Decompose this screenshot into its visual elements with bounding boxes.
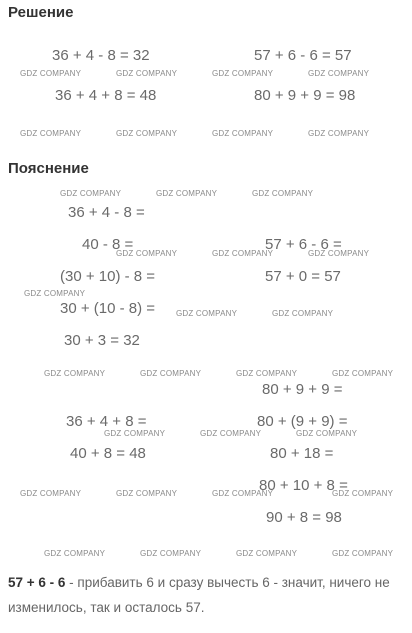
- watermark: GDZ COMPANY: [140, 369, 202, 378]
- watermark: GDZ COMPANY: [212, 129, 274, 138]
- watermark: GDZ COMPANY: [296, 429, 358, 438]
- solution-equation: 57 + 6 - 6 = 57: [254, 47, 352, 64]
- watermark: GDZ COMPANY: [332, 489, 394, 498]
- watermark: GDZ COMPANY: [140, 549, 202, 558]
- explanation-step: 57 + 6 - 6 =: [265, 236, 342, 253]
- explanation-step: (30 + 10) - 8 =: [60, 268, 156, 285]
- explanation-heading: Пояснение: [8, 160, 89, 177]
- watermark: GDZ COMPANY: [156, 189, 218, 198]
- watermark: GDZ COMPANY: [252, 189, 314, 198]
- explanation-step: 90 + 8 = 98: [266, 509, 342, 526]
- watermark: GDZ COMPANY: [272, 309, 334, 318]
- solution-equation: 36 + 4 + 8 = 48: [55, 87, 157, 104]
- explanation-note: [8, 570, 404, 620]
- watermark: GDZ COMPANY: [20, 129, 82, 138]
- watermark: GDZ COMPANY: [332, 549, 394, 558]
- watermark: GDZ COMPANY: [116, 129, 178, 138]
- watermark: GDZ COMPANY: [20, 69, 82, 78]
- explanation-step: 80 + (9 + 9) =: [257, 413, 348, 430]
- note-expression: 57 + 6 - 6: [8, 575, 66, 590]
- watermark: GDZ COMPANY: [116, 69, 178, 78]
- watermark: GDZ COMPANY: [104, 429, 166, 438]
- solution-equation: 80 + 9 + 9 = 98: [254, 87, 356, 104]
- watermark: GDZ COMPANY: [332, 369, 394, 378]
- watermark: GDZ COMPANY: [212, 249, 274, 258]
- explanation-step: 30 + (10 - 8) =: [60, 300, 156, 317]
- watermark: GDZ COMPANY: [60, 189, 122, 198]
- explanation-step: 57 + 0 = 57: [265, 268, 341, 285]
- explanation-step: 80 + 18 =: [270, 445, 334, 462]
- note-text: - прибавить 6 и сразу вычесть 6 - значит, ничего не изменилось, так и осталось 57.: [8, 575, 390, 615]
- explanation-step: 40 - 8 =: [82, 236, 134, 253]
- watermark: GDZ COMPANY: [44, 549, 106, 558]
- explanation-step: 36 + 4 - 8 =: [68, 204, 145, 221]
- watermark: GDZ COMPANY: [116, 489, 178, 498]
- watermark: GDZ COMPANY: [176, 309, 238, 318]
- watermark: GDZ COMPANY: [116, 249, 178, 258]
- explanation-step: 80 + 10 + 8 =: [259, 477, 348, 494]
- explanation-step: 80 + 9 + 9 =: [262, 381, 343, 398]
- watermark: GDZ COMPANY: [24, 289, 86, 298]
- watermark: GDZ COMPANY: [236, 369, 298, 378]
- watermark: GDZ COMPANY: [212, 489, 274, 498]
- solution-equation: 36 + 4 - 8 = 32: [52, 47, 150, 64]
- watermark: GDZ COMPANY: [308, 249, 370, 258]
- watermark: GDZ COMPANY: [212, 69, 274, 78]
- watermark: GDZ COMPANY: [236, 549, 298, 558]
- solution-heading: Решение: [8, 4, 74, 21]
- watermark: GDZ COMPANY: [20, 489, 82, 498]
- explanation-step: 40 + 8 = 48: [70, 445, 146, 462]
- explanation-step: 30 + 3 = 32: [64, 332, 140, 349]
- watermark: GDZ COMPANY: [308, 69, 370, 78]
- watermark: GDZ COMPANY: [200, 429, 262, 438]
- watermark: GDZ COMPANY: [44, 369, 106, 378]
- explanation-step: 36 + 4 + 8 =: [66, 413, 147, 430]
- watermark: GDZ COMPANY: [308, 129, 370, 138]
